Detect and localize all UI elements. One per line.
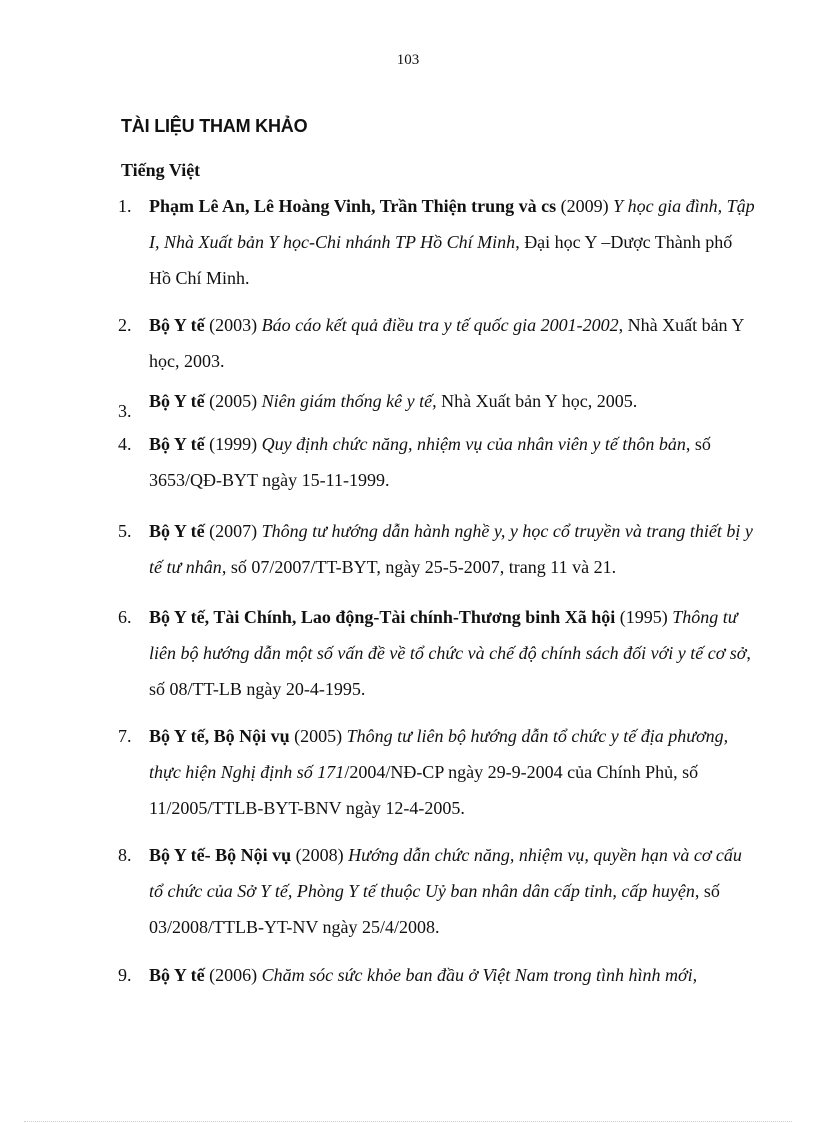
reference-item [118,188,758,296]
reference-number: 6. [118,607,132,627]
reference-details: /2004/NĐ-CP ngày 29-9-2004 của Chính Phủ, số 11/2005/TTLB-BYT-BNV ngày 12-4-2005. [149,762,699,818]
reference-number: 4. [118,434,132,454]
reference-number: 9. [118,965,132,985]
language-subheading: Tiếng Việt [121,160,201,180]
reference-item [118,599,758,707]
reference-title: Quy định chức năng, nhiệm vụ của nhân viên y tế thôn bản [261,434,686,454]
reference-year: (2008) [291,845,349,865]
reference-author: Bộ Y tế [149,521,205,541]
reference-title: Y học gia đình, Tập I, Nhà Xuất bản Y học-Chi nhánh TP Hồ Chí Minh [149,196,755,252]
reference-author: Bộ Y tế- Bộ Nội vụ [149,845,292,865]
reference-year: (2005) [289,726,347,746]
reference-title: Hướng dẫn chức năng, nhiệm vụ, quyền hạn và cơ cấu tổ chức của Sở Y tế, Phòng Y tế thuộc Uỷ ban nhân dân cấp tỉnh, cấp huyện [149,845,742,901]
reference-title: Báo cáo kết quả điều tra y tế quốc gia 2001-2002 [261,315,619,335]
reference-author: Phạm Lê An, Lê Hoàng Vinh, Trần Thiện trung và cs [149,196,557,216]
reference-year: (2007) [204,521,262,541]
reference-details: , Nhà Xuất bản Y học, 2003. [149,315,744,371]
reference-number: 2. [118,315,132,335]
reference-number: 5. [118,521,132,541]
reference-author: Bộ Y tế [149,965,205,985]
reference-details: , Đại học Y –Dược Thành phố Hồ Chí Minh. [149,232,733,288]
reference-author: Bộ Y tế, Bộ Nội vụ [149,726,290,746]
reference-title: Thông tư liên bộ hướng dẫn tổ chức y tế địa phương, thực hiện Nghị định số 171 [149,726,729,782]
reference-details: , số 03/2008/TTLB-YT-NV ngày 25/4/2008. [149,881,720,937]
reference-item [118,957,758,993]
reference-number: 3. [118,401,132,421]
reference-item [118,718,758,826]
reference-item [118,837,758,945]
reference-title: Chăm sóc sức khỏe ban đầu ở Việt Nam trong tình hình mới, [261,965,698,985]
reference-author: Bộ Y tế [149,315,205,335]
reference-title: Thông tư liên bộ hướng dẫn một số vấn đề về tổ chức và chế độ chính sách đối với y tế cơ sở [149,607,747,663]
reference-number: 1. [118,196,132,216]
reference-title: Thông tư hướng dẫn hành nghề y, y học cổ truyền và trang thiết bị y tế tư nhân [149,521,753,577]
page-bottom-divider [24,1121,792,1122]
reference-details: , số 07/2007/TT-BYT, ngày 25-5-2007, trang 11 và 21. [221,557,617,577]
reference-title: Niên giám thống kê y tế, [261,391,437,411]
reference-item [118,426,758,498]
reference-year: (2003) [204,315,262,335]
reference-details: Nhà Xuất bản Y học, 2005. [436,391,638,411]
reference-item [118,383,758,419]
reference-author: Bộ Y tế, Tài Chính, Lao động-Tài chính-Thương binh Xã hội [149,607,616,627]
reference-author: Bộ Y tế [149,391,205,411]
reference-year: (1995) [615,607,673,627]
reference-year: (2005) [204,391,262,411]
references-heading: TÀI LIỆU THAM KHẢO [121,116,308,136]
reference-year: (2006) [204,965,262,985]
reference-year: (2009) [556,196,614,216]
reference-details: , số 08/TT-LB ngày 20-4-1995. [149,643,751,699]
reference-number: 7. [118,726,132,746]
page-number: 103 [396,52,420,68]
reference-item [118,307,758,379]
reference-author: Bộ Y tế [149,434,205,454]
reference-number: 8. [118,845,132,865]
reference-year: (1999) [204,434,262,454]
reference-item [118,513,758,585]
reference-details: , số 3653/QĐ-BYT ngày 15-11-1999. [149,434,711,490]
